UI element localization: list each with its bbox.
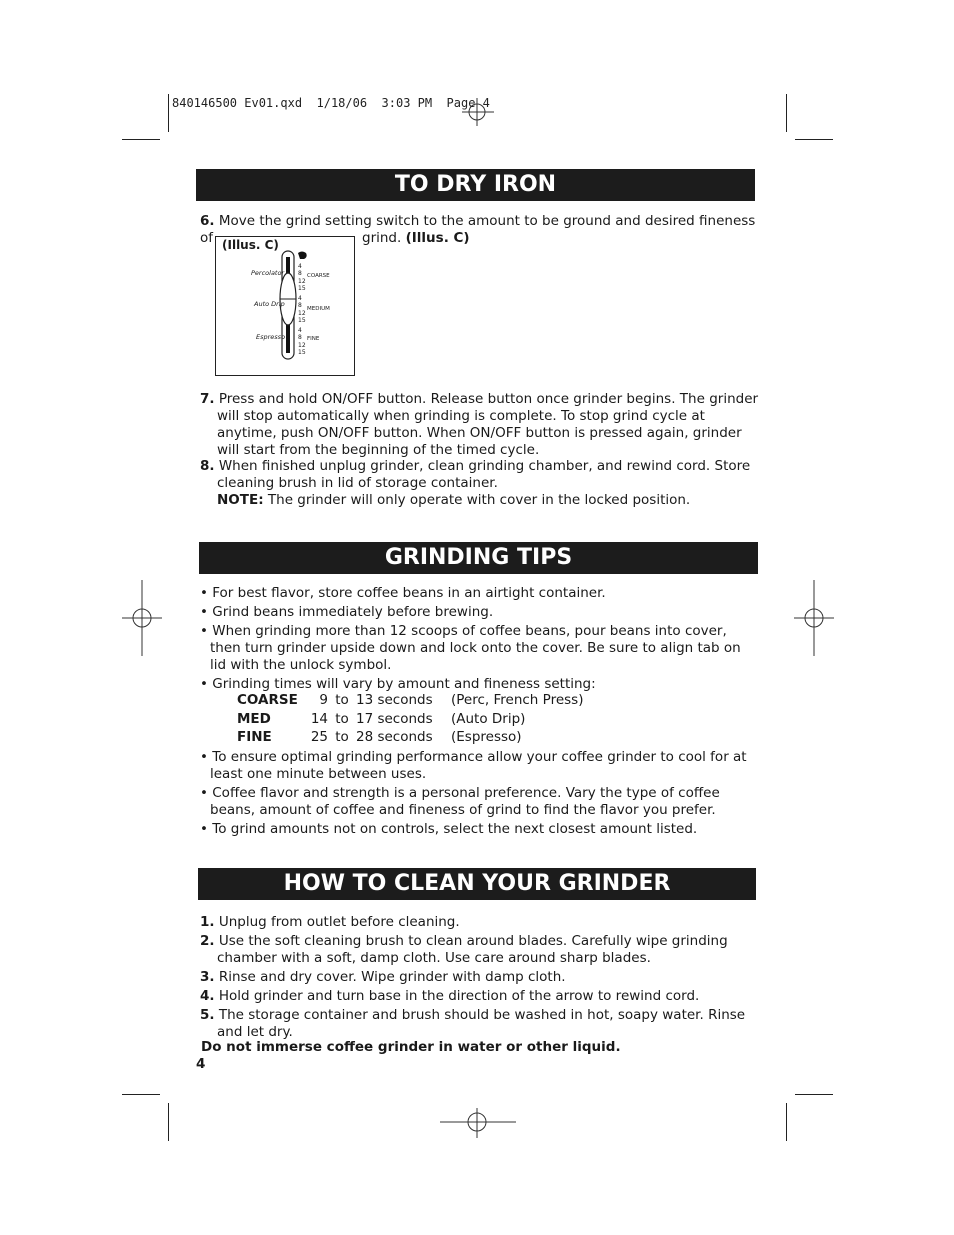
crop-mark [786,1103,787,1141]
use-cell: (Auto Drip) [451,710,526,727]
step-number: 1. [200,914,215,930]
step-text: Use the soft cleaning brush to clean around blades. Carefully wipe grinding chamber with a soft, damp cloth. Use care around sharp blades. [217,933,728,966]
registration-mark-icon [794,580,834,656]
step-text: Move the grind setting switch to the amount to be ground and desired fineness of [200,213,756,246]
step-text: When finished unplug grinder, clean grinding chamber, and rewind cord. Store cleaning brush in lid of storage container. [217,458,751,491]
cleaning-step [200,933,756,967]
step-8 [200,458,757,492]
crop-mark [122,139,160,140]
crop-mark [122,1094,160,1095]
step-number: 8. [200,458,215,474]
illus-right-label: FINE [307,336,320,342]
to-cell: 28 seconds [356,729,433,745]
scale-tick-label: 12 [298,309,306,317]
note [217,492,747,509]
page-number: 4 [196,1056,206,1072]
tip-item: • When grinding more than 12 scoops of coffee beans, pour beans into cover, then turn grinder upside down and lock onto the cover. Be sure to align tab on lid with the unlock symbol. [200,623,741,673]
tips-list-2 [200,749,756,838]
step-number: 2. [200,933,215,949]
illus-left-label: Espresso [256,333,286,341]
file-slug: 840146500 Ev01.qxd 1/18/06 3:03 PM Page 4 [172,96,490,110]
step-number: 4. [200,988,215,1004]
illus-left-label: Percolator [251,269,285,277]
cleaning-step [200,914,756,931]
step-7 [200,391,765,459]
step-text: The storage container and brush should be washed in hot, soapy water. Rinse and let dry. [217,1007,746,1040]
warning-text: Do not immerse coffee grinder in water or other liquid. [201,1039,621,1055]
tip-item: • To grind amounts not on controls, select the next closest amount listed. [200,821,698,837]
crop-mark [795,139,833,140]
cleaning-steps [200,914,756,1041]
tip-item: • Grinding times will vary by amount and fineness setting: [200,676,596,692]
step-6-continuation [362,230,470,247]
step-text: Hold grinder and turn base in the direction of the arrow to rewind cord. [218,988,700,1004]
illustration-c [215,236,355,376]
from-cell: 14 [310,710,328,727]
to-word-cell: to [335,692,349,708]
to-word-cell: to [335,710,349,727]
cleaning-step [200,1007,756,1041]
to-word-cell: to [335,729,349,745]
step-text: Press and hold ON/OFF button. Release button once grinder begins. The grinder will stop automatically when grinding is complete. To stop grind cycle at anytime, push ON/OFF button. When ON/OFF button is pressed again, grinder will start from the beginning of the timed cycle. [217,391,759,458]
setting-cell: FINE [237,729,272,745]
cleaning-step [200,969,756,986]
tip-item: • For best flavor, store coffee beans in an airtight container. [200,585,606,601]
step-number: 6. [200,213,215,229]
scale-tick-label: 15 [298,348,306,356]
setting-cell: COARSE [237,692,298,708]
step-text: grind. [362,230,402,246]
scale-tick-label: 4 [298,263,302,270]
crop-mark [168,94,169,132]
grind-switch-diagram [216,237,354,375]
scale-tick-label: 15 [298,316,306,324]
section-header-grinding-tips: GRINDING TIPS [199,542,758,574]
grind-time-table [237,691,583,747]
section-header-clean-grinder: HOW TO CLEAN YOUR GRINDER [198,868,756,900]
tip-item: • Coffee flavor and strength is a personal preference. Vary the type of coffee beans, amount of coffee and fineness of grind to find the flavor you prefer. [200,785,720,818]
from-cell: 9 [319,692,328,708]
step-text: Rinse and dry cover. Wipe grinder with damp cloth. [218,969,566,985]
table-row [237,691,583,710]
scale-tick-label: 15 [298,284,306,292]
step-number: 5. [200,1007,215,1023]
tip-item: • To ensure optimal grinding performance allow your coffee grinder to cool for at least one minute between uses. [200,749,747,782]
scale-tick-label: 8 [298,302,302,310]
note-text: The grinder will only operate with cover in the locked position. [267,492,691,508]
from-cell: 25 [310,729,328,745]
illus-scale [298,327,306,356]
illus-label: (Illus. C) [222,238,279,252]
to-cell: 13 seconds [356,692,433,708]
step-text: Unplug from outlet before cleaning. [218,914,460,930]
table-row [237,710,583,729]
scale-tick-label: 12 [298,341,306,349]
illus-reference: (Illus. C) [405,230,470,246]
crop-mark [786,94,787,132]
note-label: NOTE: [217,492,264,508]
illus-scale [298,295,306,324]
scale-tick-label: 8 [298,334,302,342]
cleaning-step [200,988,756,1005]
scale-tick-label: 12 [298,277,306,285]
crop-mark [168,1103,169,1141]
setting-cell: MED [237,710,271,727]
table-row [237,728,583,747]
tips-list [200,585,756,693]
illus-right-label: COARSE [307,273,330,279]
use-cell: (Espresso) [451,729,522,745]
registration-mark-icon [122,580,162,656]
crop-mark [795,1094,833,1095]
to-cell: 17 seconds [356,710,433,727]
tip-item: • Grind beans immediately before brewing. [200,604,494,620]
use-cell: (Perc, French Press) [451,692,584,708]
scale-tick-label: 8 [298,270,302,278]
illus-scale [298,263,306,292]
illus-left-label: Auto Drip [254,300,285,308]
step-number: 7. [200,391,215,407]
illus-right-label: MEDIUM [307,306,330,312]
scale-tick-label: 4 [298,295,302,302]
scale-tick-label: 4 [298,327,302,334]
section-header-dry-iron: TO DRY IRON [196,169,755,201]
step-number: 3. [200,969,215,985]
registration-mark-icon [440,1108,516,1138]
